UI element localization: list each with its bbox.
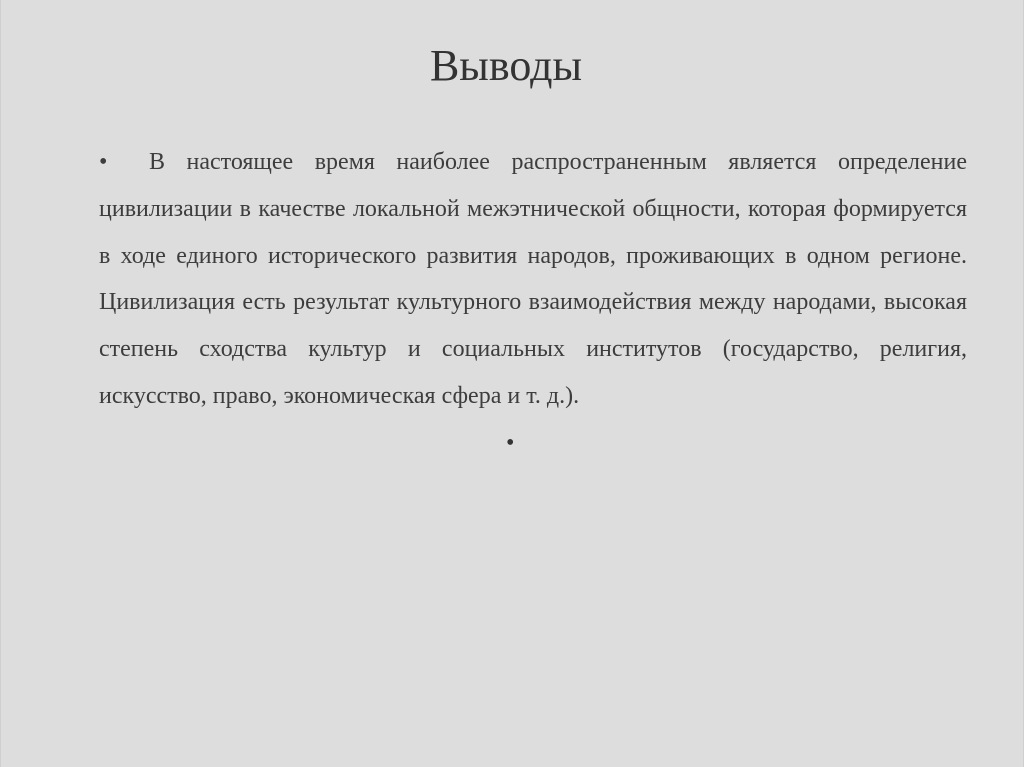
bullet-marker: • [99, 149, 108, 175]
empty-bullet-marker: • [506, 430, 515, 456]
bullet-text: В настоящее время наиболее распространенным является определение цивилизации в качестве локальной межэтнической общности, которая формируется в ходе единого исторического развития народов, проживающих в одном регионе. Цивилизация есть результат культурного взаимодействия между народами, высокая степень сходства культур и социальных институтов (государство, религия, искусство, право, экономическая сфера и т. д.). [99, 149, 967, 409]
bullet-paragraph [99, 139, 967, 420]
slide-title: Выводы [429, 41, 583, 90]
slide-body [99, 139, 967, 420]
